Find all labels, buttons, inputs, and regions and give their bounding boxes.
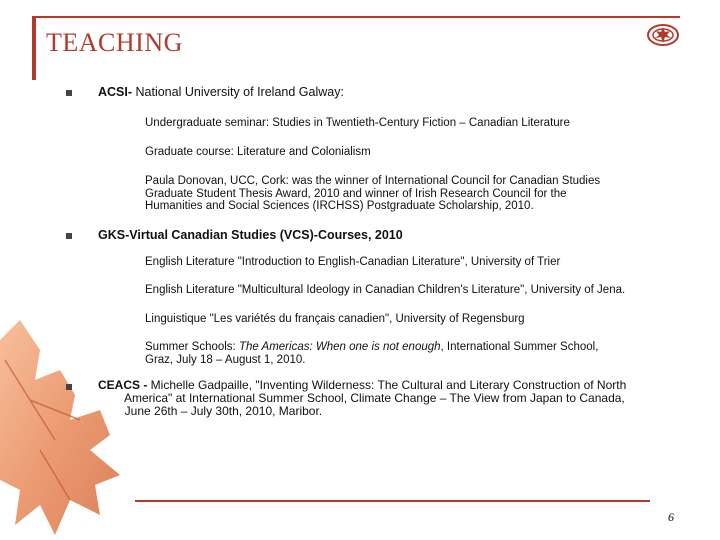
slide-title: TEACHING (46, 28, 183, 57)
sub-item: Undergraduate seminar: Studies in Twentieth-Century Fiction – Canadian Literature (145, 117, 570, 129)
sub-item-summer (145, 341, 695, 366)
item-heading-bold: GKS-Virtual Canadian Studies (VCS)-Courses, 2010 (98, 228, 403, 242)
summer-title: The Americas: When one is not enough (238, 341, 441, 353)
sub-item: Linguistique "Les variétés du français canadien", University of Regensburg (145, 313, 525, 325)
item-heading (98, 379, 626, 418)
bullet-icon (66, 384, 72, 390)
item-heading (98, 228, 403, 242)
page-number: 6 (668, 510, 674, 524)
summer-prefix: Summer Schools: (145, 341, 239, 353)
maple-leaf-decoration (0, 300, 150, 540)
bullet-icon (66, 90, 72, 96)
item-heading-bold: CEACS - (98, 378, 151, 392)
frame-bottom-rule (135, 500, 650, 502)
maple-emblem-icon (646, 22, 680, 48)
sub-item: Graduate course: Literature and Colonialism (145, 146, 371, 158)
bullet-icon (66, 233, 72, 239)
frame-top-rule (32, 16, 680, 18)
sub-item: Paula Donovan, UCC, Cork: was the winner of International Council for Canadian Studies Graduate Student Thesis Award, 2010 and winner of Irish Research Council for the Humanities and Social Sciences (IRCHSS) Postgraduate Scholarship, 2010. (145, 175, 601, 212)
item-heading (98, 85, 344, 99)
frame-left-rule (32, 16, 36, 80)
item-heading-rest: Michelle Gadpaille, "Inventing Wilderness: The Cultural and Literary Construction of North America" at International Summer School, Climate Change – The View from Japan to Canada, June 26th – July 30th, 2010, Maribor. (124, 378, 627, 418)
sub-item: English Literature "Introduction to English-Canadian Literature", University of Trier (145, 256, 561, 268)
item-heading-bold: ACSI- (98, 85, 133, 99)
summer-rest: , International Summer School, Graz, July 18 – August 1, 2010. (145, 341, 599, 366)
item-heading-rest: National University of Ireland Galway: (132, 85, 344, 99)
sub-item: English Literature "Multicultural Ideology in Canadian Children's Literature", University of Jena. (145, 284, 626, 296)
